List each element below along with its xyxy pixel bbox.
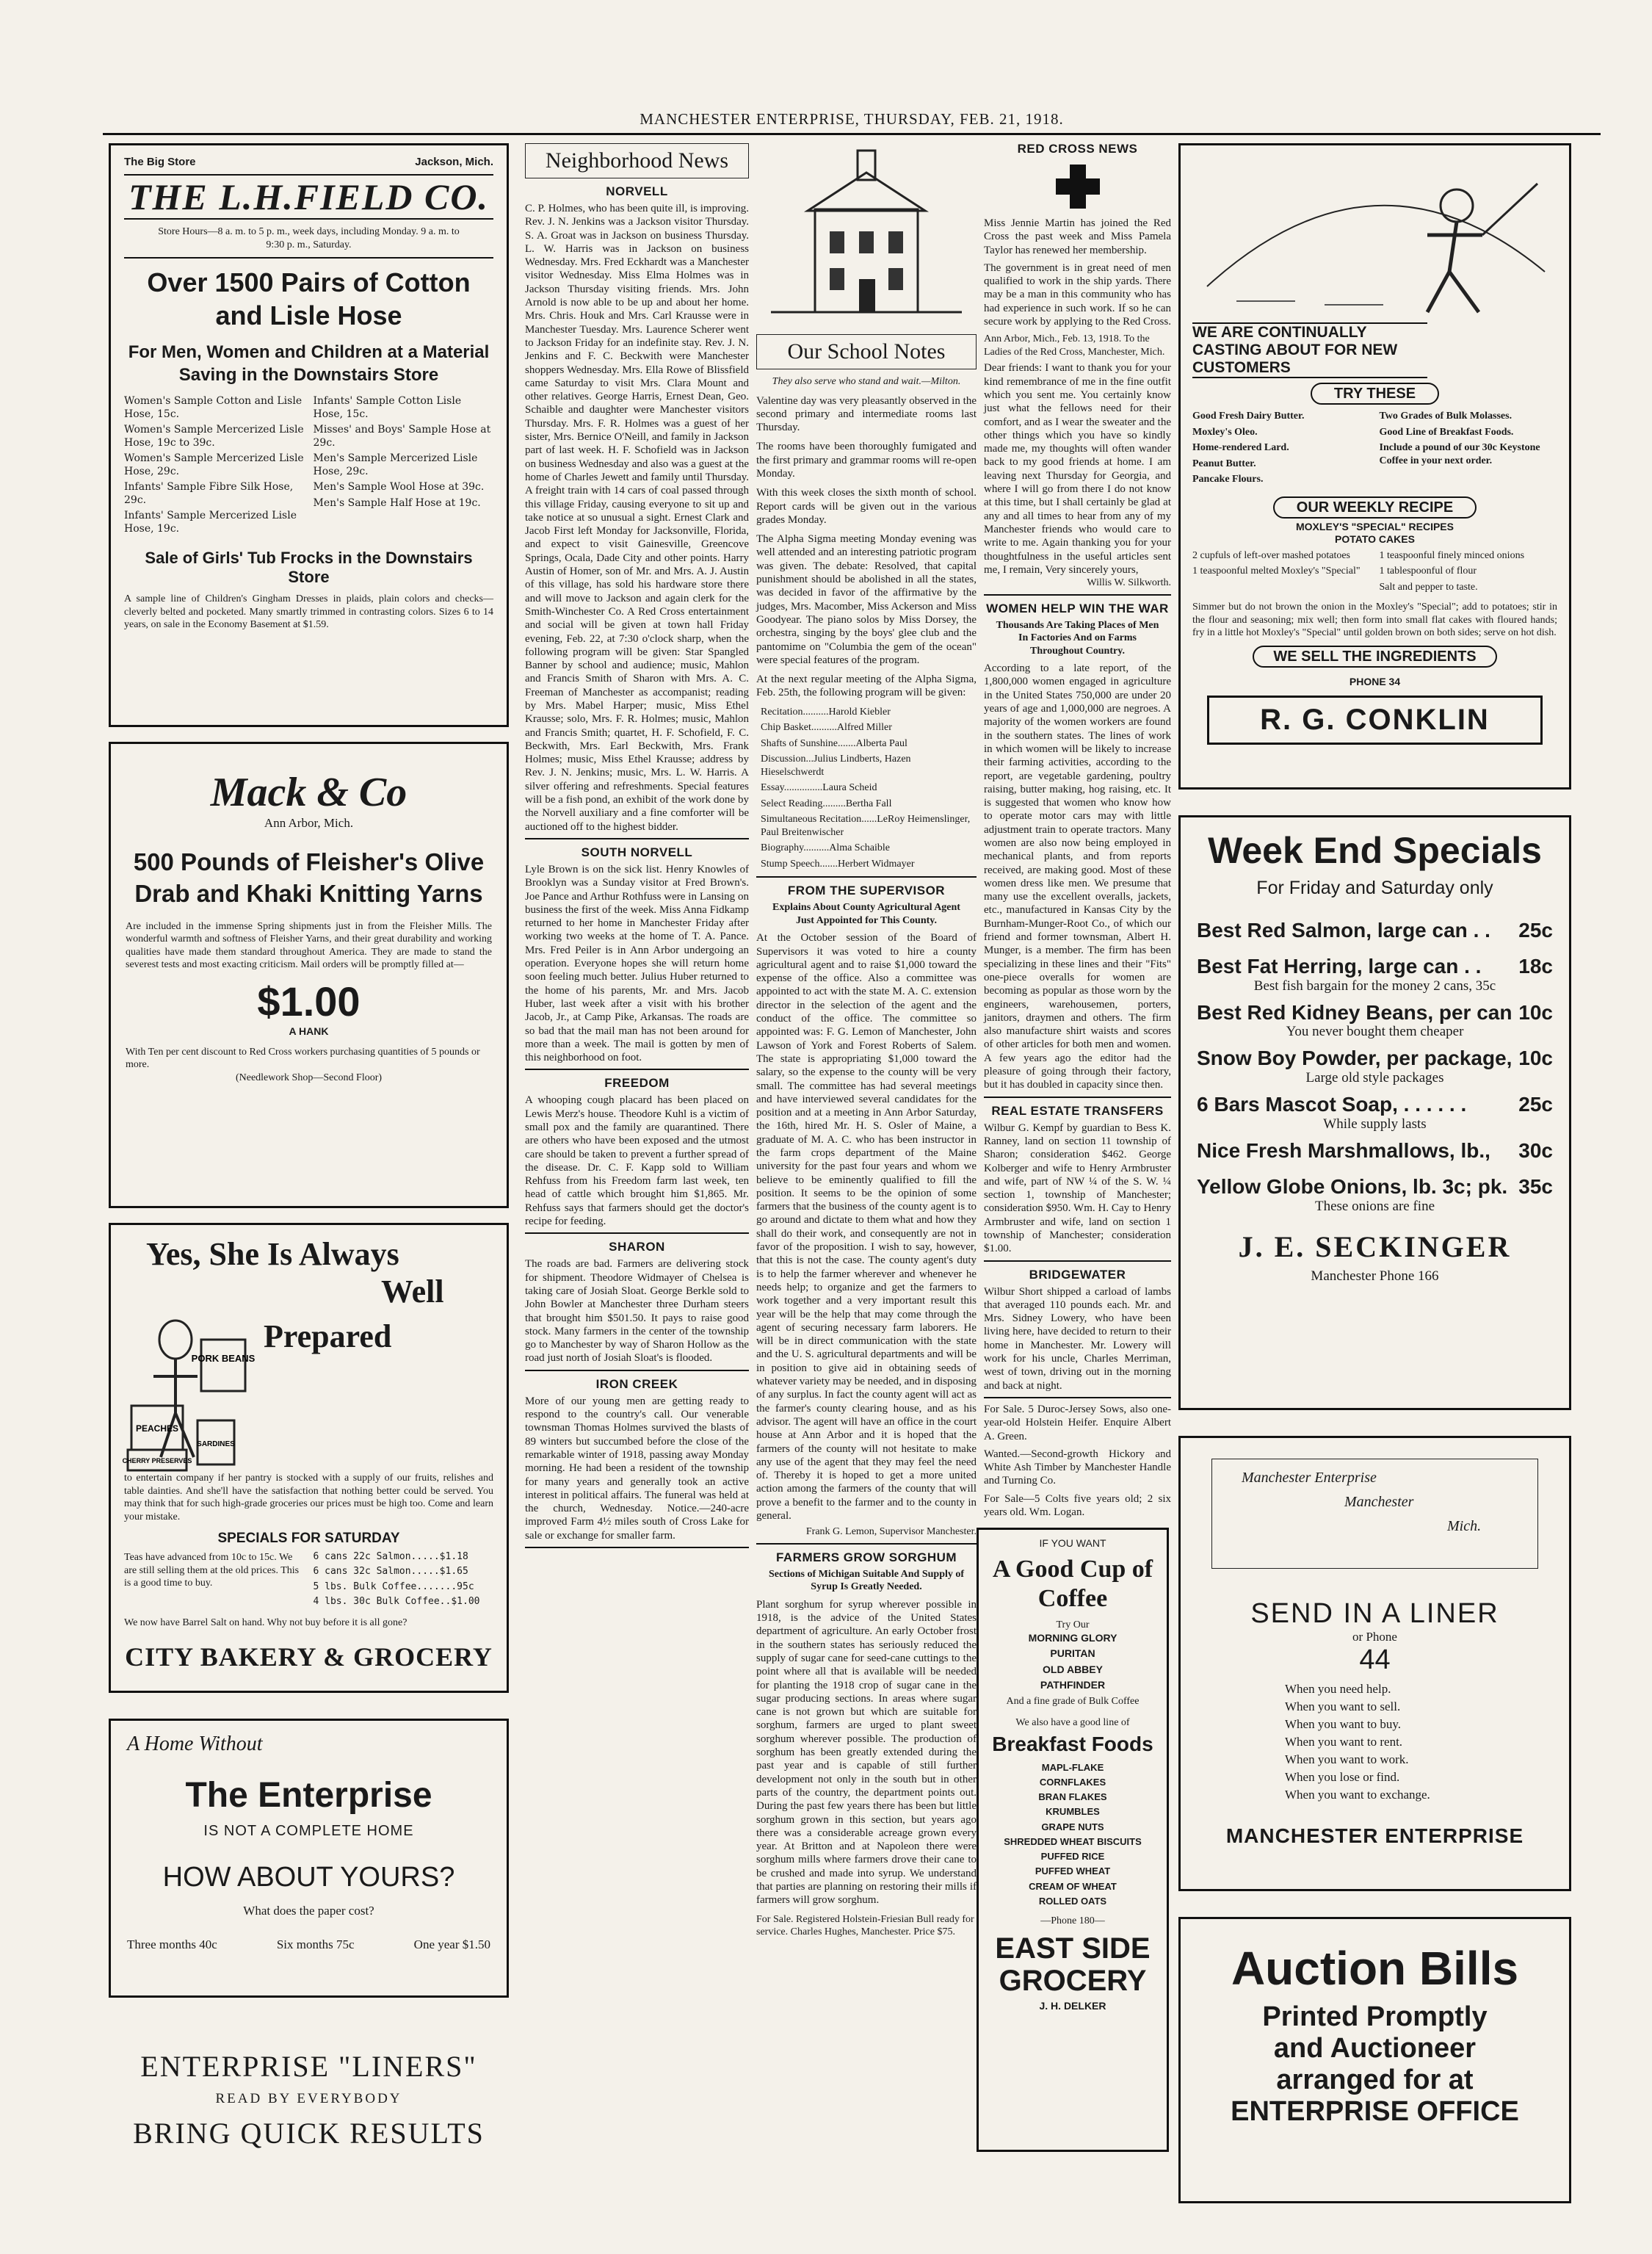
special-row <box>1197 956 1553 978</box>
home-line1: A Home Without <box>127 1733 263 1755</box>
conklin-items-left <box>1192 410 1371 486</box>
field-headline: Over 1500 Pairs of Cotton and Lisle Hose <box>147 267 471 330</box>
field-logo: THE L.H.FIELD CO. <box>124 174 493 220</box>
recipe-banner <box>1192 499 1557 516</box>
sorghum-text: Plant sorghum for syrup wherever possible in 1918, is the advice of the United States department of agriculture. An early October frost in the southern states has seriously reduced the supply of sugar cane for seed-cane cuttings to the point where all that is available will be needed for planting the 1918 crop of sugar cane in the sugar producing sections. In areas where sugar cane is not grown but which are suitable for sorghum, farmers are urged to plant sweet sorghum wherever possible. The production of sorghum has been greatly extended during the past year and is capable of still further development not only in the south but in other parts of the country, the department points out. During the past few years there has been but little sorghum grown in this section, but years ago there was a considerable acreage grown every year. At Britton and at Napoleon there were sorghum mills where farmers drove their cane to be crushed and made into syrup. We understand that parties are planning on restoring their mills if farmers will grow sorghum. <box>756 1598 977 1907</box>
coffee-bulk: And a fine grade of Bulk Coffee <box>1006 1695 1140 1707</box>
field-subhead: For Men, Women and Children at a Material Saving in the Downstairs Store <box>128 342 490 386</box>
special-price: 18c <box>1518 954 1553 978</box>
red-cross-signature: Willis W. Silkworth. <box>1087 577 1171 589</box>
special-item: 6 Bars Mascot Soap, . . . . . . <box>1197 1093 1467 1116</box>
field-sale-body: A sample line of Children's Gingham Dresses in plaids, plain colors and checks—cleverly belted and pocketed. Many smartly trimmed in contrasting colors. Sizes 6 to 14 years, on sale in the Economy Basement at $1.59. <box>124 593 493 631</box>
bakery-special-item: 6 cans 22c Salmon.....$1.18 <box>313 1551 468 1562</box>
field-city: Jackson, Mich. <box>415 156 493 168</box>
section-text: A whooping cough placard has been placed on Lewis Merz's house. Theodore Kuhl is a victim of small pox and the family are quarantined. There are others who have been exposed and the utmost care should be taken to prevent a further spread of the disease. Dr. C. F. Kapp sold to William Rehfuss from his Freedom farm last week, ten head of cattle which brought him $1,865. Mr. Rehfuss says that farmers should get the doctor's recipe for feeding. <box>525 1094 749 1228</box>
special-price: 30c <box>1518 1138 1553 1162</box>
special-price: 10c <box>1518 1047 1553 1070</box>
liner-reasons <box>1285 1682 1553 1802</box>
hose-item: Men's Sample Mercerized Lisle Hose, 29c. <box>313 452 478 477</box>
hose-list-right <box>314 395 494 538</box>
bakery-ad <box>109 1223 509 1693</box>
real-estate-header: REAL ESTATE TRANSFERS <box>991 1103 1164 1118</box>
conklin-ad <box>1178 143 1571 790</box>
home-line2: The Enterprise <box>185 1776 432 1815</box>
mack-unit: A HANK <box>289 1025 329 1037</box>
real-estate-text: Wilbur G. Kempf by guardian to Bess K. Ranney, land on section 11 township of Sharon; consideration $462. George Kolberger and wife to Henry Armbruster and wife, part of NW ¼ of the S. W. ¼ section 1, township of Manchester; consideration $950. Wm. H. Cay to Henry Armbruster and wife, land on section 1 township of Manchester; consideration $1.00. <box>984 1121 1171 1255</box>
conklin-name: R. G. CONKLIN <box>1207 696 1543 745</box>
red-cross-p1: Miss Jennie Martin has joined the Red Cross the past week and Miss Pamela Taylor has renewed her membership. <box>984 217 1171 256</box>
school-paragraph: The Alpha Sigma meeting Monday evening was well attended and an interesting patriotic program was given. The debate: Resolved, that capital punishment should be abolished in all the states, was decided in favor of the affirmative by the judges, Mrs. Macomber, Miss Ackerson and Miss Goodyear. The piano solos by Miss Dorsey, the orchestra, singing by the boys' glee club and the pantomime on "Columbia the gem of the ocean" were special features of the program. <box>756 533 977 666</box>
hose-item: Infants' Sample Fibre Silk Hose, 29c. <box>124 481 294 506</box>
liner-headline: SEND IN A LINER <box>1250 1598 1499 1629</box>
conklin-item: Pancake Flours. <box>1192 474 1264 485</box>
liners-line1: ENTERPRISE "LINERS" <box>140 2050 477 2083</box>
auction-line1: Auction Bills <box>1231 1942 1519 1995</box>
breakfast-food-item: CREAM OF WHEAT <box>1029 1880 1117 1892</box>
coffee-brand-item: OLD ABBEY <box>1043 1663 1103 1675</box>
women-war-subhead: Thousands Are Taking Places of Men In Factories And on Farms Throughout Country. <box>996 619 1159 657</box>
recipe-title: MOXLEY'S "SPECIAL" RECIPES <box>1296 520 1454 532</box>
mack-ad <box>109 742 509 1208</box>
seckinger-sub: For Friday and Saturday only <box>1256 878 1493 898</box>
coffee-owner: J. H. DELKER <box>1039 1999 1106 2012</box>
breakfast-food-item: PUFFED RICE <box>1040 1851 1105 1863</box>
conklin-item: Moxley's Oleo. <box>1192 426 1258 438</box>
bridgewater-header: BRIDGEWATER <box>1029 1267 1126 1282</box>
auction-line4: arranged for at <box>1276 2065 1474 2095</box>
section-title: SHARON <box>609 1240 665 1254</box>
special-price: 25c <box>1518 919 1553 942</box>
schoolhouse-illustration <box>756 143 977 327</box>
mack-city: Ann Arbor, Mich. <box>264 816 354 830</box>
special-note: You never bought them cheaper <box>1286 1024 1464 1040</box>
program-item: Essay...............Laura Scheid <box>761 782 877 794</box>
supervisor-subhead: Explains About County Agricultural Agent Just Appointed for This County. <box>772 902 960 926</box>
coffee-breakfast: Breakfast Foods <box>992 1732 1153 1755</box>
price-three-months: Three months 40c <box>127 1937 217 1951</box>
special-row <box>1197 1002 1553 1025</box>
special-row <box>1197 1176 1553 1199</box>
masthead-text: MANCHESTER ENTERPRISE, THURSDAY, FEB. 21, 1918. <box>640 110 1064 128</box>
special-item: Best Fat Herring, large can . . <box>1197 954 1482 978</box>
divider <box>525 1547 749 1548</box>
sorghum-header: FARMERS GROW SORGHUM <box>775 1550 957 1564</box>
divider <box>984 594 1171 596</box>
divider <box>984 1397 1171 1398</box>
divider <box>124 257 493 259</box>
liner-name: MANCHESTER ENTERPRISE <box>1225 1824 1524 1847</box>
bakery-specials-title: SPECIALS FOR SATURDAY <box>217 1531 400 1546</box>
conklin-item: Include a pound of our 30c Keystone Coffee in your next order. <box>1379 442 1540 466</box>
field-hours: Store Hours—8 a. m. to 5 p. m., week days, including Monday. 9 a. m. to 9:30 p. m., Saturday. <box>158 226 460 250</box>
supervisor-text: At the October session of the Board of Supervisors it was voted to hire a county agricultural agent and to raise $1,000 toward the expense of the office. Also a committee was appointed to act with the state M. A. C. extension director in the selection of the agent and the conduct of the office. The committee so appointed was: F. G. Lemon of Manchester, John Lawson of York and Forest Roberts of Salem. The state is appropriating $1,000 toward the salary, so the expense to the county will be very small. The committee has had several meetings and have interviewed several candidates for the position and at a meeting in Ann Arbor Saturday, the 16th, hired Mr. H. S. Osler of Maine, a graduate of M. A. C. who has been instructor in the farm crops department of the Maine university for the past four years and whom we believe to be eminently qualified to fill the position. It seems to be the opinion of some farmers that the business of the county agent is to go around and dictate to them what and how they shall do their work, and consequently are not in favor of the proposition. I wish to say, however, that this is not the case. The county agent's duty is to help the farmer wherever and whenever he needs help; to organize and get the farmers to work together and a very important result this year will be the help that may come through the agent of securing necessary farm laborers. He will be in direct communication with the state and the U. S. agricultural departments and will be in position to give aid in obtaining seeds of whatever variety may be needed, and in disposing of any surplus. In fact the county agent will act as the farmer's county clearing house, and as his advisor. The agent will have an office in the court house at Ann Arbor and it is hoped that the farmers of the county will not hesitate to make any use of the agent that they may feel the need of. Thereby it is hoped to get a more united action among the farmers of the county that will prove a benefit to the farmer and to the county in general. <box>756 932 977 1522</box>
school-paragraph: With this week closes the sixth month of school. Report cards will be given out in the various grades Monday. <box>756 487 977 526</box>
divider <box>525 1069 749 1070</box>
program-item: Recitation..........Harold Kiebler <box>761 706 891 718</box>
neighborhood-header: Neighborhood News <box>525 143 749 178</box>
can-label-sardines: SARDINES <box>197 1440 235 1448</box>
supervisor-signature: Frank G. Lemon, Supervisor Manchester. <box>805 1526 977 1538</box>
hose-items-left <box>124 395 305 535</box>
sorghum-subhead: Sections of Michigan Suitable And Supply of Syrup Is Greatly Needed. <box>768 1568 965 1593</box>
auction-line2: Printed Promptly <box>1262 2001 1488 2032</box>
recipe-ingredients <box>1192 549 1557 597</box>
program-item: Simultaneous Recitation......LeRoy Heimenslinger, Paul Breitenwischer <box>761 814 971 838</box>
breakfast-food-item: BRAN FLAKES <box>1038 1791 1107 1803</box>
special-row <box>1197 920 1553 942</box>
section-title: SOUTH NORVELL <box>581 845 693 859</box>
coffee-store: EAST SIDE GROCERY <box>995 1932 1151 1997</box>
divider <box>756 1543 977 1545</box>
hose-item: Men's Sample Wool Hose at 39c. <box>313 481 485 494</box>
auction-line5: ENTERPRISE OFFICE <box>1231 2096 1519 2127</box>
coffee-foods <box>986 1762 1159 1908</box>
address-line-3: Mich. <box>1447 1518 1482 1534</box>
conklin-item: Home-rendered Lard. <box>1192 442 1289 454</box>
conklin-items-right <box>1380 410 1558 467</box>
neighborhood-column <box>525 143 749 2222</box>
can-label-cherry: CHERRY PRESERVES <box>122 1457 192 1464</box>
special-price: 10c <box>1518 1000 1553 1024</box>
conklin-phone: PHONE 34 <box>1349 675 1401 687</box>
liners-line3: BRING QUICK RESULTS <box>133 2117 485 2150</box>
liner-reason-item: When you want to sell. <box>1285 1699 1401 1713</box>
program-item: Stump Speech.......Herbert Widmayer <box>761 858 915 870</box>
hose-item: Women's Sample Mercerized Lisle Hose, 19c to 39c. <box>124 424 304 449</box>
ingredients-left <box>1192 549 1371 578</box>
field-ad <box>109 143 509 727</box>
hose-item: Misses' and Boys' Sample Hose at 29c. <box>313 424 491 449</box>
special-row <box>1197 1047 1553 1070</box>
school-quote: They also serve who stand and wait.—Milton. <box>772 376 961 387</box>
neighborhood-sections <box>525 184 749 1548</box>
home-line5: What does the paper cost? <box>243 1904 374 1918</box>
seckinger-specials <box>1197 920 1553 1215</box>
bakery-specials <box>124 1551 493 1611</box>
coffee-brands <box>986 1632 1159 1692</box>
bakery-barrel: We now have Barrel Salt on hand. Why not buy before it is all gone? <box>124 1617 407 1628</box>
bakery-headline-2: Well <box>381 1274 444 1310</box>
recipe-directions: Simmer but do not brown the onion in the Moxley's "Special"; add to potatoes; stir in the flour and seasoning; mix well; then form into small flat cakes with floured hands; fry in a little hot Moxley's "Special" until golden brown on both sides; serve on hot dish. <box>1192 602 1557 639</box>
conklin-item: Good Line of Breakfast Foods. <box>1379 426 1514 438</box>
program-item: Select Reading.........Bertha Fall <box>761 798 892 809</box>
hose-item: Infants' Sample Mercerized Lisle Hose, 19c. <box>124 510 297 535</box>
special-item: Best Red Kidney Beans, per can <box>1197 1000 1512 1024</box>
coffee-also: We also have a good line of <box>1015 1717 1130 1729</box>
liner-ad <box>1178 1436 1571 1891</box>
special-item: Best Red Salmon, large can . . <box>1197 919 1490 942</box>
liners-line2: READ BY EVERYBODY <box>215 2091 402 2106</box>
bakery-special-item: 5 lbs. Bulk Coffee.......95c <box>313 1581 474 1592</box>
breakfast-food-item: GRAPE NUTS <box>1041 1821 1104 1832</box>
mack-price: $1.00 <box>257 978 361 1025</box>
coffee-try: Try Our <box>1056 1619 1090 1631</box>
program-item: Discussion...Julius Lindberts, Hazen Hieselschwerdt <box>761 754 911 778</box>
liners-ad <box>109 2049 509 2196</box>
divider <box>525 838 749 839</box>
coffee-brand-item: PATHFINDER <box>1040 1679 1106 1691</box>
bakery-specials-list <box>314 1551 494 1608</box>
bakery-body: to entertain company if her pantry is stocked with a supply of our fruits, relishes and table dainties. And she'll have the satisfaction that nothing better could be served. You may think that for such high-grade groceries our prices must be high too. Come and learn your mistake. <box>124 1473 493 1522</box>
address-line-2: Manchester <box>1344 1494 1414 1510</box>
ingredient-item: 1 teaspoonful melted Moxley's "Special" <box>1192 566 1361 577</box>
coffee-ad <box>977 1528 1169 2152</box>
coffee-brand-item: MORNING GLORY <box>1028 1631 1117 1644</box>
liner-reason-item: When you want to work. <box>1285 1752 1409 1766</box>
home-line4: HOW ABOUT YOURS? <box>162 1862 455 1893</box>
bakery-special-item: 4 lbs. 30c Bulk Coffee..$1.00 <box>313 1595 480 1607</box>
masthead <box>103 110 1601 135</box>
red-cross-letter-head: Ann Arbor, Mich., Feb. 13, 1918. To the Ladies of the Red Cross, Manchester, Mich. <box>984 333 1165 358</box>
hose-item: Women's Sample Mercerized Lisle Hose, 29c. <box>124 452 304 477</box>
ingredients-right <box>1380 549 1558 594</box>
section-text: Lyle Brown is on the sick list. Henry Knowles of Brooklyn was a Sunday visitor at Fred Brown's. Joe Pance and Arthur Rothfuss were in Lansing on business the first of the week. Miss Anna Fidkamp returned to her home in Manchester Friday after working two weeks at the home of T. A. Pance. Mrs. Fred Peiler is in Ann Arbor undergoing an operation. Everyone hopes she will return home soon feeling much better. Julius Huber returned to the home of his parents, Mr. and Mrs. Jacob Huber, last week after a visit with his brother Jacob, Jr., at Camp Pike, Arkansas. The roads are so bad that the mail man has not been around for more than a week. The mail is gotten by men of this neighborhood on foot. <box>525 863 749 1064</box>
divider <box>984 1260 1171 1262</box>
divider <box>756 876 977 878</box>
section-title: FREEDOM <box>604 1076 670 1091</box>
liner-reason-item: When you need help. <box>1285 1682 1391 1696</box>
red-cross-letter: Dear friends: I want to thank you for your kind remembrance of me in the fine outfit which you sent me. You certainly know just what the fellows need for their comfort, and as I wear the sweater and the other things which you have so kindly made me, my thoughts will often wander back to my good friends at home. I am leaving next Thursday for Georgia, and where I will go from there I do not know at this time, but I shall certainly be glad at any and all times to hear from any of my Manchester friends who would care to write to me. Again thanking you for your thoughtfulness in the useful articles sent me, I remain, Very sincerely yours, <box>984 362 1171 576</box>
liner-or-phone: or Phone <box>1352 1630 1397 1644</box>
ingredient-item: 1 teaspoonful finely minced onions <box>1379 549 1525 561</box>
price-six-months: Six months 75c <box>276 1937 355 1951</box>
bridgewater-ad-1: For Sale. 5 Duroc-Jersey Sows, also one-year-old Holstein Heifer. Enquire Albert A. Green. <box>984 1403 1171 1442</box>
school-paragraphs <box>756 394 977 700</box>
red-cross-icon <box>1052 161 1104 212</box>
seckinger-ad <box>1178 815 1571 1410</box>
red-cross-column <box>984 136 1171 1519</box>
special-price: 35c <box>1518 1174 1553 1198</box>
program-item: Chip Basket..........Alfred Miller <box>761 722 892 734</box>
liner-reason-item: When you lose or find. <box>1285 1770 1400 1784</box>
liner-number: 44 <box>1359 1644 1391 1675</box>
price-one-year: One year $1.50 <box>413 1937 490 1951</box>
bakery-specials-note: Teas have advanced from 10c to 15c. We are still selling them at the old prices. This is a good time to buy. <box>124 1552 300 1589</box>
coffee-top: IF YOU WANT <box>1039 1537 1106 1549</box>
pantry-illustration <box>124 1310 256 1472</box>
sell-banner-label: WE SELL THE INGREDIENTS <box>1253 646 1496 668</box>
sorghum-sale: For Sale. Registered Holstein-Friesian Bull ready for service. Charles Hughes, Manchester. Price $75. <box>756 1913 974 1938</box>
home-ad <box>109 1719 509 1998</box>
divider <box>525 1370 749 1371</box>
mack-headline: 500 Pounds of Fleisher's Olive Drab and Khaki Knitting Yarns <box>133 848 485 907</box>
special-row <box>1197 1140 1553 1163</box>
special-item: Snow Boy Powder, per package, <box>1197 1047 1512 1070</box>
auction-ad <box>1178 1917 1571 2203</box>
seckinger-name: J. E. SECKINGER <box>1238 1229 1512 1263</box>
special-price: 25c <box>1518 1093 1553 1116</box>
mack-body: Are included in the immense Spring shipments just in from the Fleisher Mills. The wonderful warmth and softness of Fleisher Yarns, and their great durability and working qualities have made them standard throughout America. They are made to stand the severest tests and most exacting criticism. Mail orders will be promptly filled at— <box>126 920 492 971</box>
special-row <box>1197 1094 1553 1116</box>
home-line3: IS NOT A COMPLETE HOME <box>203 1823 414 1839</box>
breakfast-food-item: SHREDDED WHEAT BISCUITS <box>1004 1835 1142 1847</box>
liner-reason-item: When you want to rent. <box>1285 1735 1403 1749</box>
conklin-banner: WE ARE CONTINUALLY CASTING ABOUT FOR NEW CUSTOMERS <box>1192 322 1427 378</box>
recipe-banner-label: OUR WEEKLY RECIPE <box>1273 496 1477 519</box>
seckinger-phone: Manchester Phone 166 <box>1311 1268 1439 1284</box>
section-title: IRON CREEK <box>595 1376 678 1391</box>
supervisor-header: FROM THE SUPERVISOR <box>787 884 946 898</box>
seckinger-headline: Week End Specials <box>1208 830 1542 871</box>
coffee-brand-item: PURITAN <box>1050 1647 1095 1660</box>
auction-line3: and Auctioneer <box>1273 2033 1477 2064</box>
hose-items-right <box>314 395 494 510</box>
special-item: Yellow Globe Onions, lb. 3c; pk. <box>1197 1174 1508 1198</box>
address-card <box>1211 1459 1538 1569</box>
coffee-headline: A Good Cup of Coffee <box>992 1555 1153 1613</box>
special-note: Best fish bargain for the money 2 cans, 35c <box>1253 978 1496 994</box>
divider <box>525 1232 749 1234</box>
women-war-header: WOMEN HELP WIN THE WAR <box>986 601 1169 615</box>
coffee-phone: —Phone 180— <box>1040 1915 1105 1927</box>
big-store-label: The Big Store <box>124 156 196 168</box>
mack-footer: With Ten per cent discount to Red Cross workers purchasing quantities of 5 pounds or more. <box>126 1046 480 1071</box>
conklin-item: Good Fresh Dairy Butter. <box>1192 411 1305 422</box>
breakfast-food-item: PUFFED WHEAT <box>1035 1865 1111 1877</box>
conklin-item: Two Grades of Bulk Molasses. <box>1379 411 1512 422</box>
program-item: Shafts of Sunshine.......Alberta Paul <box>761 737 907 749</box>
school-program <box>761 706 972 871</box>
conklin-item: Peanut Butter. <box>1192 458 1256 469</box>
bridgewater-ad-2: Wanted.—Second-growth Hickory and White Ash Timber by Manchester Handle and Turning Co. <box>984 1448 1171 1487</box>
sell-banner <box>1192 649 1557 665</box>
bridgewater-ad-3: For Sale—5 Colts five years old; 2 six years old. Wm. Logan. <box>984 1492 1171 1519</box>
try-these-banner <box>1192 386 1557 402</box>
bakery-headline-3: Prepared <box>264 1318 392 1354</box>
red-cross-emblem <box>984 161 1171 212</box>
section-title: NORVELL <box>606 184 668 198</box>
bridgewater-text: Wilbur Short shipped a carload of lambs that averaged 110 pounds each. Mr. and Mrs. Sidney Lowery, who have been living here, have decided to return to their home in Manchester. Mr. Lowery will work for his uncle, Charles Merriman, west of town, driving out in the morning and back at night. <box>984 1285 1171 1392</box>
section-text: More of our young men are getting ready to respond to the country's call. Our venerable townsman Thomas Holmes survived the blasts of 89 winters but succumbed before the close of the remarkable winter of 1918, passing away Monday morning. He had been a resident of the township for many years and generally took an active interest in political affairs. The funeral was held at the church, Wednesday. Notice.—240-acre improved Farm 4½ miles south of Cross Lake for sale or exchange for smaller farm. <box>525 1395 749 1542</box>
school-header: Our School Notes <box>756 334 977 369</box>
women-war-text: According to a late report, of the 1,800,000 women engaged in agriculture in the United States 750,000 are under 20 years of age and 1,000,000 are negroes. A majority of the women workers are found in the southern states. The lines of work in which women will be likely to increase their farming activities, according to the report, are vegetable gardening, poultry raising, butter making, hog raising, etc. It is suggested that women who know how to operate motor cars may with little adjustment train to operate tractors. Many women are also now being employed in mechanical plants, and from reports received, are making good. Most of these women dress like men. We presume that many use the excellent overalls, jackets, etc., manufactured in Kansas City by the Burnham-Munger-Root Co., of which our friend and former townsman, Albert H. Munger, is a member. The firm has been specializing in these lines and their "Fits" one-piece overalls for women are becoming as popular as those worn by the engineers, warehousemen, porters, janitors, draymen and others. The firm also manufacture shirt waists and scores of other articles for both men and women. A few years ago the editor had the pleasure of going through their factory, but it has doubled in capacity since then. <box>984 662 1171 1091</box>
special-note: While supply lasts <box>1323 1116 1427 1132</box>
breakfast-food-item: CORNFLAKES <box>1039 1776 1106 1788</box>
liner-reason-item: When you want to exchange. <box>1285 1788 1430 1802</box>
fisherman-illustration <box>1192 154 1559 319</box>
mack-logo: Mack & Co <box>210 770 407 815</box>
conklin-items <box>1192 410 1557 489</box>
program-item: Biography..........Alma Schaible <box>761 842 891 854</box>
hose-list <box>124 395 493 538</box>
hose-item: Infants' Sample Cotton Lisle Hose, 15c. <box>313 395 462 420</box>
breakfast-food-item: MAPL-FLAKE <box>1041 1761 1104 1773</box>
red-cross-p2: The government is in great need of men qualified to work in the ship yards. There may be a man in this community who has had experience in such work. If so he can secure work by applying to the Red Cross. <box>984 261 1171 328</box>
can-label-peaches: PEACHES <box>135 1423 179 1434</box>
school-paragraph: At the next regular meeting of the Alpha Sigma, Feb. 25th, the following program will be given: <box>756 673 977 699</box>
hose-item: Men's Sample Half Hose at 19c. <box>313 496 481 509</box>
can-label-pork: PORK BEANS <box>191 1353 256 1364</box>
hose-item: Women's Sample Cotton and Lisle Hose, 15c. <box>124 395 302 420</box>
breakfast-food-item: ROLLED OATS <box>1038 1895 1107 1907</box>
special-note: These onions are fine <box>1314 1198 1435 1214</box>
liner-reason-item: When you want to buy. <box>1285 1717 1402 1731</box>
special-note: Large old style packages <box>1305 1070 1444 1086</box>
address-line-1: Manchester Enterprise <box>1242 1470 1377 1486</box>
breakfast-food-item: KRUMBLES <box>1046 1806 1100 1818</box>
field-sale-headline: Sale of Girls' Tub Frocks in the Downstairs Store <box>145 549 473 587</box>
red-cross-header: RED CROSS NEWS <box>1017 142 1138 156</box>
ingredient-item: Salt and pepper to taste. <box>1379 581 1478 593</box>
section-text: C. P. Holmes, who has been quite ill, is improving. Rev. J. N. Jenkins was a Jackson visitor Thursday. S. A. Groat was in Jackson on business Thursday. L. W. Harris was in Jackson on business Wednesday. Mrs. Fred Eckhardt was a Manchester visitor Wednesday. Miss Elma Holmes was in Jackson Thursday visiting friends. Mrs. John Arnold is now able to be up and about her home. Mrs. Chris. Houk and Mrs. Carl Krausse were in Manchester Tuesday. Mrs. Laurence Scherer went to Jackson Friday for an indefinite stay. Rev. J. N. Jenkins and F. C. Beckwith were Manchester shoppers Wednesday. Mrs. Ella Rowe of Blissfield came Saturday to visit Mrs. Clara Mount and other relatives. George Harris, Ernest Dean, Geo. Schaible and daughter were Manchester visitors Thursday. Mrs. F. R. Holmes was a guest of her sister, Mrs. Bernice O'Neill, and family in Jackson part of last week. H. F. Schofield was in Jackson on business Wednesday and also was a guest at the home of Charles Jewett and family until Thursday. A freight train with 14 cars of coal passed through this village Friday, causing everyone to sit up and take notice at so unusual a sight. Ernest Clark and Jacob First left Monday for Jacksonville, Florida, and expect to visit Gainesville, Greencove Springs, Ocala, Dade City and other points. Harry Austin of Homer, son of Mr. and Mrs. A. J. Austin of this village, has sold his hardware store there and will move to Jackson and again clerk for the Smith-Winchester Co. A Red Cross entertainment and social will be given at town hall Friday evening, Feb. 22, at 7:30 o'clock sharp, when the following program will be given: Star Spangled Banner by school and audience; music, Mahlon and Francis Smith of Sharon with Mrs. A. C. Freeman of Manchester as accompanist; reading by Mrs. Mabel Harper; music, Miss Ethel Krausse; solo, Mrs. F. R. Holmes; music, Mahlon and Francis Smith; quartet, H. F. Schofield, F. C. Beckwith, Mrs. Earl Beckwith, Mrs. Frank Holmes; music, Miss Ethel Krausse; address by Rev. J. N. Jenkins; music, Mrs. L. W. Harris. A silver offering and refreshments. Special features will be a fish pond, an exhibit of the work done by the Norvell auxiliary and a fine comforter will be auctioned off to the highest bidder. <box>525 203 749 833</box>
special-item: Nice Fresh Marshmallows, lb., <box>1197 1138 1490 1162</box>
bakery-special-item: 6 cans 32c Salmon.....$1.65 <box>313 1566 468 1578</box>
divider <box>984 1097 1171 1098</box>
hose-list-left <box>124 395 305 538</box>
home-prices <box>127 1937 490 1952</box>
school-paragraph: The rooms have been thoroughly fumigated and the first primary and grammar rooms will re-open Monday. <box>756 441 977 480</box>
recipe-sub: POTATO CAKES <box>1335 533 1415 546</box>
bakery-headline-1: Yes, She Is Always <box>146 1236 399 1272</box>
try-these-label: TRY THESE <box>1311 383 1439 405</box>
school-paragraph: Valentine day was very pleasantly observed in the second primary and intermediate rooms last Thursday. <box>756 394 977 434</box>
field-ad-top <box>124 156 493 168</box>
ingredient-item: 2 cupfuls of left-over mashed potatoes <box>1192 549 1350 561</box>
bakery-name: CITY BAKERY & GROCERY <box>125 1641 493 1672</box>
section-text: The roads are bad. Farmers are delivering stock for shipment. Theodore Widmayer of Chelsea is taking care of Josiah Sloat. George Berkle sold to John Bowler at Manchester three Durham steers that brought him $501.50. It pays to raise good stock. Many farmers in the center of the township go to Manchester by way of Sharon Hollow as the road just north of Josiah Sloat's is flooded. <box>525 1258 749 1365</box>
school-column <box>756 143 977 2222</box>
ingredient-item: 1 tablespoonful of flour <box>1379 566 1477 577</box>
mack-shop: (Needlework Shop—Second Floor) <box>235 1072 383 1083</box>
